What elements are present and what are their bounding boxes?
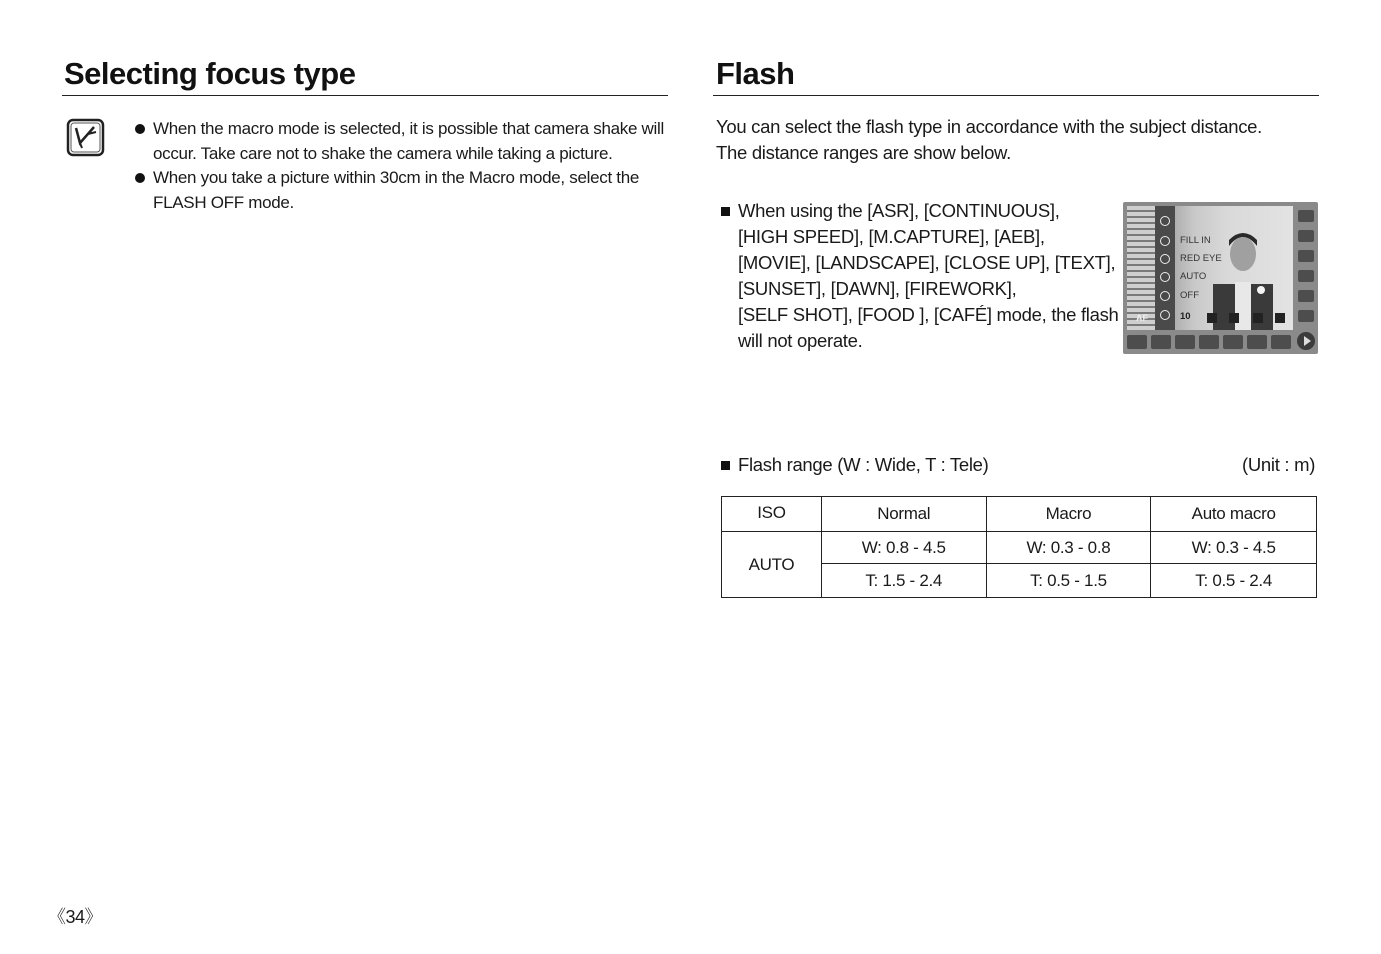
metering-icon — [1253, 313, 1263, 323]
note-pencil-icon — [66, 118, 106, 158]
lcd-screen — [1127, 206, 1293, 330]
list-item-line: occur. Take care not to shake the camera while taking a picture. — [153, 143, 613, 163]
table-cell: T: 0.5 - 2.4 — [1151, 564, 1317, 598]
frame-icon — [1229, 313, 1239, 323]
bottom-button — [1199, 335, 1219, 349]
lcd-menu-fill-in: FILL IN — [1180, 235, 1211, 246]
slow-sync-icon — [1160, 310, 1170, 320]
af-label: AF — [1136, 313, 1148, 323]
note-line: When using the [ASR], [CONTINUOUS], — [738, 200, 1060, 221]
side-button — [1298, 250, 1314, 262]
title-rule-left — [62, 95, 668, 96]
battery-icon — [1207, 313, 1217, 323]
bullet-dot-icon — [135, 124, 145, 134]
lcd-menu-off: OFF — [1180, 290, 1199, 301]
section-title-flash: Flash — [716, 56, 795, 91]
auto-flash-icon — [1160, 272, 1170, 282]
fill-in-flash-icon — [1160, 236, 1170, 246]
note-line: [HIGH SPEED], [M.CAPTURE], [AEB], — [738, 226, 1045, 247]
side-button — [1298, 290, 1314, 302]
bottom-button — [1175, 335, 1195, 349]
red-eye-icon — [1160, 254, 1170, 264]
header-cell: Normal — [821, 497, 986, 532]
note-line: will not operate. — [738, 330, 863, 351]
bottom-button — [1151, 335, 1171, 349]
person-photo — [1213, 224, 1273, 330]
title-rule-right — [713, 95, 1319, 96]
table-cell: W: 0.3 - 4.5 — [1151, 532, 1317, 564]
flash-range-heading — [738, 452, 989, 478]
lcd-menu-red-eye: RED EYE — [1180, 253, 1222, 264]
iso-cell: AUTO — [722, 532, 822, 598]
flash-intro — [716, 114, 1316, 166]
list-item-line: When you take a picture within 30cm in the Macro mode, select the — [153, 168, 640, 187]
size-icon — [1275, 313, 1285, 323]
list-item — [134, 166, 664, 215]
bullet-dot-icon — [135, 173, 145, 183]
range-label: Flash range (W : Wide, T : Tele) — [738, 454, 989, 475]
section-title-focus: Selecting focus type — [64, 56, 356, 91]
table-cell: W: 0.3 - 0.8 — [986, 532, 1151, 564]
table-row — [722, 532, 1317, 564]
bottom-button — [1127, 335, 1147, 349]
play-icon — [1297, 332, 1315, 350]
note-line: [SELF SHOT], [FOOD ], [CAFÉ] mode, the flash — [738, 304, 1119, 325]
flash-range-table — [721, 496, 1317, 598]
flash-disabled-note — [738, 198, 1119, 354]
table-cell: W: 0.8 - 4.5 — [821, 532, 986, 564]
side-button — [1298, 310, 1314, 322]
table-header-row — [722, 497, 1317, 532]
flash-off-icon — [1160, 291, 1170, 301]
side-button — [1298, 230, 1314, 242]
unit-label: (Unit : m) — [1242, 454, 1316, 475]
flash-icon-column — [1155, 206, 1175, 330]
building-background — [1127, 206, 1155, 330]
header-cell: Auto macro — [1151, 497, 1317, 532]
note-line: [MOVIE], [LANDSCAPE], [CLOSE UP], [TEXT], — [738, 252, 1116, 273]
macro-notes-list — [134, 117, 664, 215]
flash-up-icon — [1160, 216, 1170, 226]
header-cell: ISO — [722, 497, 822, 532]
side-button — [1298, 210, 1314, 222]
self-timer-label: 10 — [1180, 311, 1191, 322]
list-item — [134, 117, 664, 166]
intro-line: You can select the flash type in accordance with the subject distance. — [716, 116, 1262, 137]
list-item-line: When the macro mode is selected, it is possible that camera shake will — [153, 119, 664, 138]
bottom-button — [1271, 335, 1291, 349]
header-cell: Macro — [986, 497, 1151, 532]
note-line: [SUNSET], [DAWN], [FIREWORK], — [738, 278, 1017, 299]
bottom-button — [1223, 335, 1243, 349]
table-cell: T: 0.5 - 1.5 — [986, 564, 1151, 598]
camera-lcd-illustration — [1123, 202, 1318, 354]
bullet-square-icon — [721, 461, 730, 470]
page-number: 《34》 — [48, 907, 103, 927]
bullet-square-icon — [721, 207, 730, 216]
lcd-menu-auto: AUTO — [1180, 271, 1207, 282]
table-cell: T: 1.5 - 2.4 — [821, 564, 986, 598]
bottom-button — [1247, 335, 1267, 349]
intro-line: The distance ranges are show below. — [716, 142, 1011, 163]
list-item-line: FLASH OFF mode. — [153, 192, 294, 212]
side-button — [1298, 270, 1314, 282]
